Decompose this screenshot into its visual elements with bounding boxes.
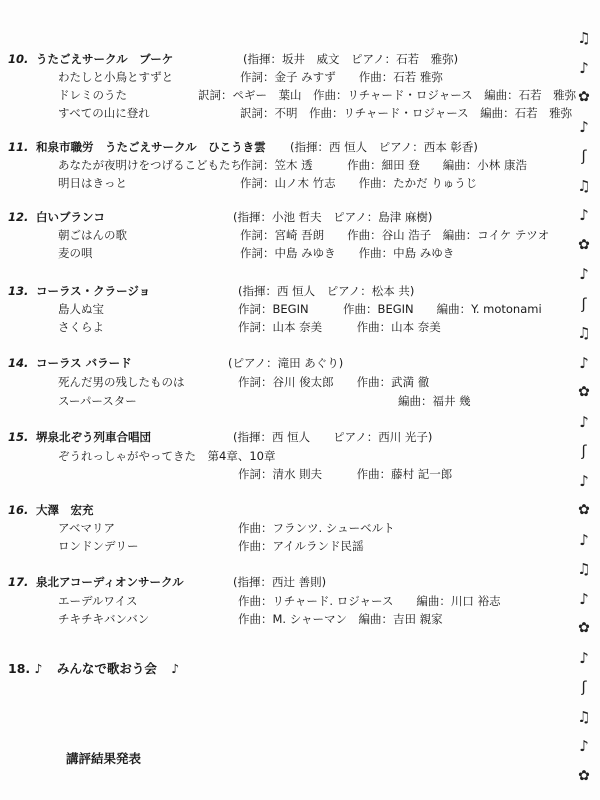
- music-note-icon: ♪: [579, 59, 589, 77]
- conductor-credit: (指揮：西 恒人 ピアノ：松本 共): [238, 284, 415, 298]
- song-credit: 作曲：フランツ. シューベルト: [238, 521, 395, 535]
- program-number: 18.: [8, 661, 31, 676]
- song-title: 死んだ男の残したものは: [58, 375, 185, 389]
- music-note-icon: ♪: [579, 118, 589, 136]
- song-title: 麦の唄: [58, 246, 93, 260]
- music-note-icon: ♫: [577, 560, 591, 578]
- group-name: コーラス・クラージョ: [36, 284, 151, 298]
- song-title: さくらよ: [58, 320, 104, 334]
- song-title: ロンドンデリー: [58, 539, 139, 553]
- song-credit: 作詞：清水 則夫 作曲：藤村 記一郎: [238, 467, 453, 481]
- music-note-icon: ♫: [577, 29, 591, 47]
- flower-icon: ✿: [578, 502, 590, 518]
- music-note-icon: ♪: [579, 354, 589, 372]
- music-note-icon: ♫: [577, 177, 591, 195]
- music-note-icon: ♪: [171, 661, 180, 676]
- song-credit: 作詞：BEGIN 作曲：BEGIN 編曲：Y. motonami: [238, 302, 542, 316]
- program-number: 13.: [8, 284, 29, 298]
- group-name: 泉北アコーディオンサークル: [36, 575, 184, 589]
- song-title: スーパースター: [58, 394, 137, 408]
- music-note-icon: ♪: [579, 265, 589, 283]
- song-title: エーデルワイス: [58, 594, 138, 608]
- music-note-icon: ♪: [579, 649, 589, 667]
- pianist-credit: (ピアノ：滝田 あぐり): [228, 356, 344, 370]
- song-credit: 作曲：M. シャーマン 編曲：吉田 親家: [238, 612, 443, 626]
- song-credit: 作詞：山本 奈美 作曲：山本 奈美: [238, 320, 441, 334]
- swirl-icon: ʃ: [581, 442, 587, 460]
- song-title: わたしと小鳥とすずと: [58, 70, 174, 84]
- decorative-margin: [570, 0, 600, 800]
- program-number: 12.: [8, 210, 29, 224]
- conductor-credit: (指揮：小池 哲夫 ピアノ：島津 麻樹): [233, 210, 433, 224]
- performer-heading-15: [8, 430, 151, 444]
- performer-heading-10: [8, 52, 173, 66]
- music-note-icon: ♪: [579, 590, 589, 608]
- conductor-credit: (指揮：西 恒人 ピアノ：西川 光子): [233, 430, 433, 444]
- performer-heading-11: [8, 140, 266, 154]
- performer-heading-12: [8, 210, 105, 224]
- performer-heading-18: [8, 662, 179, 676]
- conductor-credit: (指揮：西辻 善則): [233, 575, 327, 589]
- performer-heading-16: [8, 503, 94, 517]
- song-credit: 作詞：笠木 透 作曲：細田 登 編曲：小林 康浩: [240, 158, 527, 172]
- song-credit: 作曲：リチャード. ロジャース 編曲：川口 裕志: [238, 594, 501, 608]
- music-note-icon: ♪: [579, 413, 589, 431]
- program-number: 14.: [8, 356, 29, 370]
- music-note-icon: ♪: [579, 737, 589, 755]
- program-number: 16.: [8, 503, 29, 517]
- performer-heading-13: [8, 284, 150, 298]
- song-credit: 作詞：谷川 俊太郎 作曲：武満 徹: [238, 375, 430, 389]
- song-credit: 作詞：中島 みゆき 作曲：中島 みゆき: [240, 246, 455, 260]
- flower-icon: ✿: [578, 620, 590, 636]
- song-title: アベマリア: [58, 521, 116, 535]
- swirl-icon: ʃ: [581, 147, 587, 165]
- song-title: 島人ぬ宝: [58, 302, 104, 316]
- song-title: 朝ごはんの歌: [58, 228, 127, 242]
- flower-icon: ✿: [578, 384, 590, 400]
- performer-heading-17: [8, 575, 184, 589]
- music-note-icon: ♫: [577, 708, 591, 726]
- song-title: あなたが夜明けをつげるこどもたち: [58, 158, 242, 172]
- song-title: ドレミのうた: [58, 88, 127, 102]
- sing-along-title: みんなで歌おう会: [56, 661, 157, 676]
- flower-icon: ✿: [578, 237, 590, 253]
- program-number: 17.: [8, 575, 29, 589]
- music-note-icon: ♪: [579, 531, 589, 549]
- flower-icon: ✿: [578, 768, 590, 784]
- music-note-icon: ♪: [579, 206, 589, 224]
- song-title: すべての山に登れ: [58, 106, 150, 120]
- performer-heading-14: [8, 356, 132, 370]
- song-title: 明日はきっと: [58, 176, 127, 190]
- swirl-icon: ʃ: [581, 295, 587, 313]
- song-title: チキチキバンバン: [58, 612, 150, 626]
- song-credit: 訳詞：ペギー 葉山 作曲：リチャード・ロジャース 編曲：石若 雅弥: [198, 88, 577, 102]
- program-number: 10.: [8, 52, 29, 66]
- group-name: 白いブランコ: [36, 210, 105, 224]
- song-credit: 作詞：山ノ木 竹志 作曲：たかだ りゅうじ: [240, 176, 478, 190]
- song-credit: 訳詞：不明 作曲：リチャード・ロジャース 編曲：石若 雅弥: [240, 106, 573, 120]
- group-name: 堺泉北ぞう列車合唱団: [36, 430, 151, 444]
- song-credit: 作曲：アイルランド民謡: [238, 539, 364, 553]
- swirl-icon: ʃ: [581, 678, 587, 696]
- flower-icon: ✿: [578, 89, 590, 105]
- conductor-credit: (指揮：坂井 威文 ピアノ：石若 雅弥): [243, 52, 459, 66]
- music-note-icon: ♫: [577, 324, 591, 342]
- song-credit: 編曲：福井 幾: [398, 394, 471, 408]
- group-name: うたごえサークル ブーケ: [36, 52, 174, 66]
- song-title: ぞうれっしゃがやってきた 第4章、10章: [58, 449, 276, 463]
- group-name: 和泉市職労 うたごえサークル ひこうき雲: [36, 140, 266, 154]
- song-credit: 作詞：宮崎 吾朗 作曲：谷山 浩子 編曲：コイケ テツオ: [240, 228, 550, 242]
- group-name: 大澤 宏充: [36, 503, 94, 517]
- results-announcement: 講評結果発表: [66, 751, 142, 766]
- conductor-credit: (指揮：西 恒人 ピアノ：西本 彰香): [290, 140, 478, 154]
- music-note-icon: ♪: [579, 472, 589, 490]
- group-name: コーラス バラード: [36, 356, 132, 370]
- music-note-icon: ♪: [34, 661, 43, 676]
- song-credit: 作詞：金子 みすず 作曲：石若 雅弥: [240, 70, 443, 84]
- program-number: 11.: [8, 140, 29, 154]
- program-number: 15.: [8, 430, 29, 444]
